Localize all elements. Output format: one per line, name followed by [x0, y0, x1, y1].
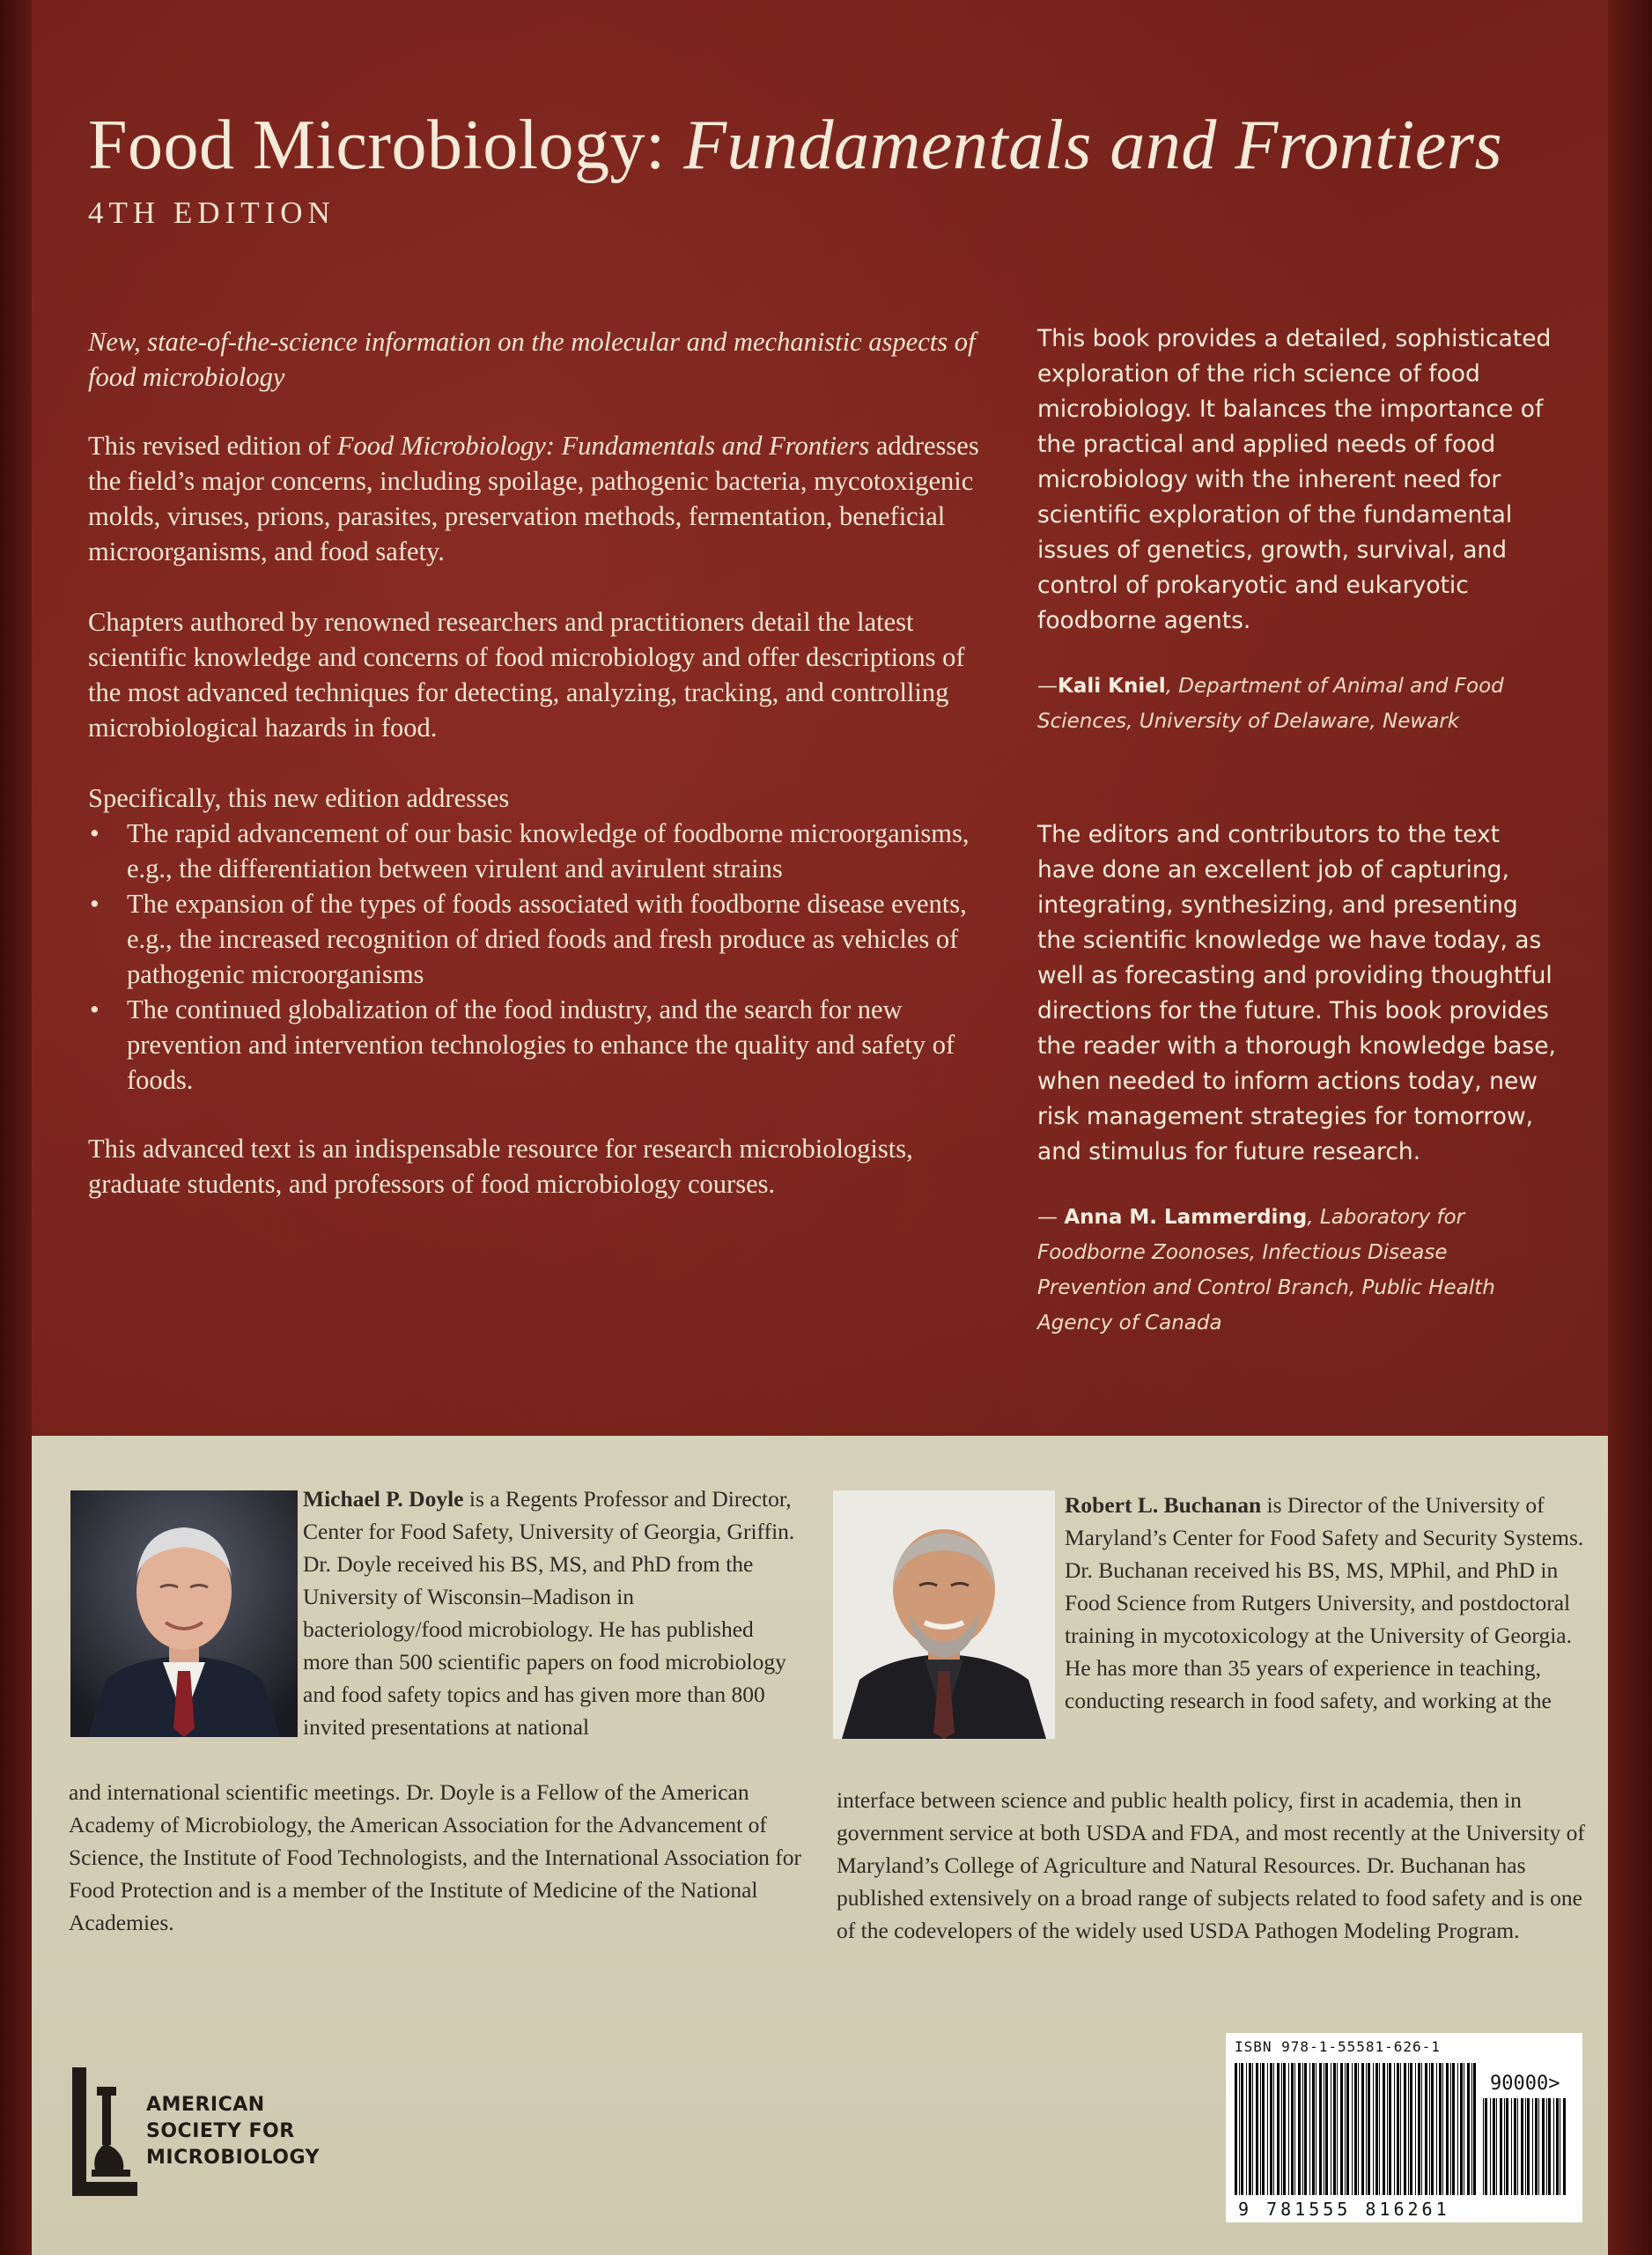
- book-title: [88, 106, 1502, 186]
- paragraph-chapters: Chapters authored by renowned researchers and practitioners detail the latest scientific knowledge and concerns of food microbiology and offer descriptions of the most advanced techniques for detecting, analyzing, tracking, and controlling microbiological hazards in food.: [88, 607, 965, 743]
- buchanan-name: Robert L. Buchanan: [1065, 1492, 1262, 1518]
- title-subtitle: Fundamentals and Frontiers: [683, 107, 1503, 184]
- endorsement-attribution: —Kali Kniel, Department of Animal and Food Sciences, University of Delaware, Newark: [1037, 675, 1504, 733]
- doyle-name: Michael P. Doyle: [303, 1486, 464, 1512]
- bullet-item: • The continued globalization of the food industry, and the search for new prevention and intervention technologies to enhance the quality and safety of foods.: [88, 992, 1004, 1098]
- paragraph-specifically: Specifically, this new edition addresses: [88, 783, 510, 813]
- paragraph-audience: This advanced text is an indispensable resource for research microbiologists, graduate students, and professors of food microbiology courses.: [88, 1134, 913, 1199]
- paragraph-revised-edition: This revised edition of Food Microbiology: Fundamentals and Frontiers addresses the field’s major concerns, including spoilage, pathogenic bacteria, mycotoxigenic molds, viruses, prions, parasites, preservation methods, fermentation, beneficial microorganisms, and food safety.: [88, 431, 979, 566]
- price-code: 90000>: [1490, 2073, 1560, 2095]
- buchanan-portrait-photo: [833, 1490, 1055, 1739]
- buchanan-portrait-image: [833, 1490, 1055, 1739]
- cover-right-edge: [1608, 0, 1652, 2255]
- doyle-portrait-photo: [70, 1490, 298, 1737]
- endorsement-text: This book provides a detailed, sophisticated exploration of the rich science of food microbiology. It balances the importance of the practical and applied needs of food microbiology with the inherent need for scientific exploration of the fundamental issues of genetics, growth, survival, and control of prokaryotic and eukaryotic foodborne agents.: [1037, 325, 1552, 634]
- isbn-barcode: [1226, 2033, 1582, 2222]
- endorser-name: Kali Kniel: [1058, 675, 1166, 698]
- title-main: Food Microbiology:: [88, 107, 684, 184]
- buchanan-bio-top: Robert L. Buchanan is Director of the University of Maryland’s Center for Food Safety and Security Systems. Dr. Buchanan received his BS, MS, MPhil, and PhD in Food Science from Rutgers University, and postdoctoral training in mycotoxicology at the University of Georgia. He has more than 35 years of experience in teaching, conducting research in food safety, and working at the: [1065, 1492, 1584, 1713]
- endorsement-attribution: — Anna M. Lammerding, Laboratory for Foodborne Zoonoses, Infectious Disease Prevention and Control Branch, Public Health Agency of Canada: [1037, 1206, 1495, 1335]
- barcode-bars: [1233, 2063, 1478, 2200]
- editors-panel: [32, 1436, 1608, 2255]
- microscope-logo-icon: [70, 2066, 139, 2198]
- lead-sentence: New, state-of-the-science information on the molecular and mechanistic aspects of food microbiology: [88, 327, 976, 392]
- inline-book-title: Food Microbiology: Fundamentals and Frontiers: [336, 431, 870, 461]
- endorser-name: Anna M. Lammerding: [1064, 1206, 1308, 1229]
- cover-left-edge: [0, 0, 32, 2255]
- bullet-item: • The rapid advancement of our basic knowledge of foodborne microorganisms, e.g., the differentiation between virulent and avirulent strains: [88, 816, 1004, 886]
- doyle-portrait-image: [70, 1490, 298, 1737]
- ean-digits: 9 781555 816261: [1238, 2199, 1450, 2220]
- description-column: [88, 324, 1004, 1201]
- endorser-affiliation: , Laboratory for Foodborne Zoonoses, Infectious Disease Prevention and Control Branch, Public Health Agency of Canada: [1037, 1206, 1495, 1335]
- doyle-bio-bottom: and international scientific meetings. Dr. Doyle is a Fellow of the American Academy of Microbiology, the American Association for the Advancement of Science, the Institute of Food Technologists, and the International Association for Food Protection and is a member of the Institute of Medicine of the National Academies.: [69, 1779, 801, 1935]
- endorsement-kniel: [1037, 322, 1557, 739]
- doyle-bio-top: Michael P. Doyle is a Regents Professor and Director, Center for Food Safety, University of Georgia, Griffin. Dr. Doyle received his BS, MS, and PhD from the University of Wisconsin–Madison in bacteriology/food microbiology. He has published more than 500 scientific papers on food microbiology and food safety topics and has given more than 800 invited presentations at national: [303, 1486, 795, 1740]
- endorsement-text: The editors and contributors to the text have done an excellent job of capturing, integrating, synthesizing, and presenting the scientific knowledge we have today, as well as forecasting and providing thoughtful directions for the future. This book provides the reader with a thorough knowledge base, when needed to inform actions today, new risk management strategies for tomorrow, and stimulus for future research.: [1037, 821, 1556, 1165]
- edition-label: 4TH EDITION: [88, 196, 336, 230]
- isbn-number: ISBN 978-1-55581-626-1: [1235, 2038, 1441, 2055]
- bullet-item: • The expansion of the types of foods associated with foodborne disease events, e.g., the increased recognition of dried foods and fresh produce as vehicles of pathogenic microorganisms: [88, 886, 1004, 992]
- endorser-affiliation: , Department of Animal and Food Sciences, University of Delaware, Newark: [1037, 675, 1504, 733]
- barcode-addon-bars: [1481, 2098, 1569, 2197]
- publisher-name: AMERICAN SOCIETY FOR MICROBIOLOGY: [146, 2094, 320, 2169]
- feature-bullet-list: [88, 816, 1004, 1098]
- endorsement-lammerding: [1037, 817, 1557, 1341]
- buchanan-bio-bottom: interface between science and public health policy, first in academia, then in government service at both USDA and FDA, and most recently at the University of Maryland’s College of Agriculture and Natural Resources. Dr. Buchanan has published extensively on a broad range of subjects related to food safety and is one of the codevelopers of the widely used USDA Pathogen Modeling Program.: [837, 1787, 1585, 1943]
